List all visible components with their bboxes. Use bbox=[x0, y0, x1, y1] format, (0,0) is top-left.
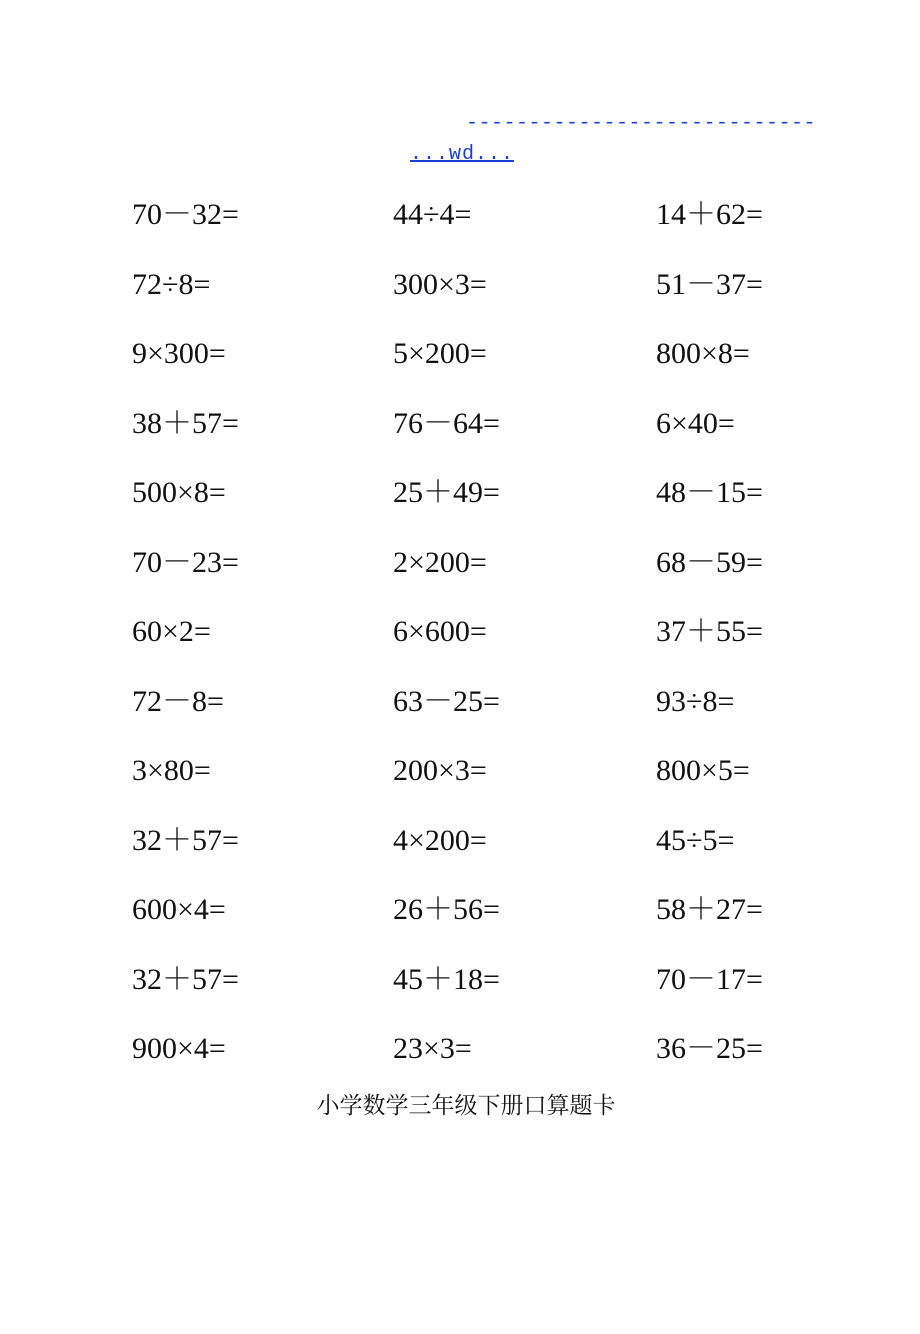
problem-item: 900×4= bbox=[132, 1032, 226, 1065]
problem-item: 93÷8= bbox=[656, 685, 735, 718]
problem-item: 45＋18= bbox=[393, 963, 500, 996]
problem-item: 51－37= bbox=[656, 268, 763, 301]
problem-item: 2×200= bbox=[393, 546, 487, 579]
problem-item: 68－59= bbox=[656, 546, 763, 579]
header-wd-link[interactable]: ...wd... bbox=[410, 143, 515, 166]
problem-item: 32＋57= bbox=[132, 824, 239, 857]
problem-item: 45÷5= bbox=[656, 824, 735, 857]
problem-item: 70－32= bbox=[132, 198, 239, 231]
worksheet-title: 小学数学三年级下册口算题卡 bbox=[316, 1093, 616, 1119]
problem-item: 4×200= bbox=[393, 824, 487, 857]
problem-item: 500×8= bbox=[132, 476, 226, 509]
problem-item: 60×2= bbox=[132, 615, 211, 648]
problem-item: 44÷4= bbox=[393, 198, 472, 231]
problem-item: 6×600= bbox=[393, 615, 487, 648]
problem-item: 200×3= bbox=[393, 754, 487, 787]
problem-item: 48－15= bbox=[656, 476, 763, 509]
problem-item: 72÷8= bbox=[132, 268, 211, 301]
problem-item: 63－25= bbox=[393, 685, 500, 718]
problem-item: 32＋57= bbox=[132, 963, 239, 996]
problem-item: 70－23= bbox=[132, 546, 239, 579]
problem-item: 14＋62= bbox=[656, 198, 763, 231]
problem-item: 58＋27= bbox=[656, 893, 763, 926]
problem-item: 25＋49= bbox=[393, 476, 500, 509]
problem-item: 800×5= bbox=[656, 754, 750, 787]
problem-item: 3×80= bbox=[132, 754, 211, 787]
problem-item: 70－17= bbox=[656, 963, 763, 996]
problem-item: 23×3= bbox=[393, 1032, 472, 1065]
problem-item: 36－25= bbox=[656, 1032, 763, 1065]
problem-item: 37＋55= bbox=[656, 615, 763, 648]
problem-item: 6×40= bbox=[656, 407, 735, 440]
problem-item: 300×3= bbox=[393, 268, 487, 301]
problem-item: 5×200= bbox=[393, 337, 487, 370]
problem-item: 600×4= bbox=[132, 893, 226, 926]
problem-item: 9×300= bbox=[132, 337, 226, 370]
problem-item: 26＋56= bbox=[393, 893, 500, 926]
problem-item: 38＋57= bbox=[132, 407, 239, 440]
problem-item: 76－64= bbox=[393, 407, 500, 440]
header-dashed-line: ---------------------------- bbox=[466, 112, 817, 135]
problem-item: 800×8= bbox=[656, 337, 750, 370]
problem-item: 72－8= bbox=[132, 685, 224, 718]
